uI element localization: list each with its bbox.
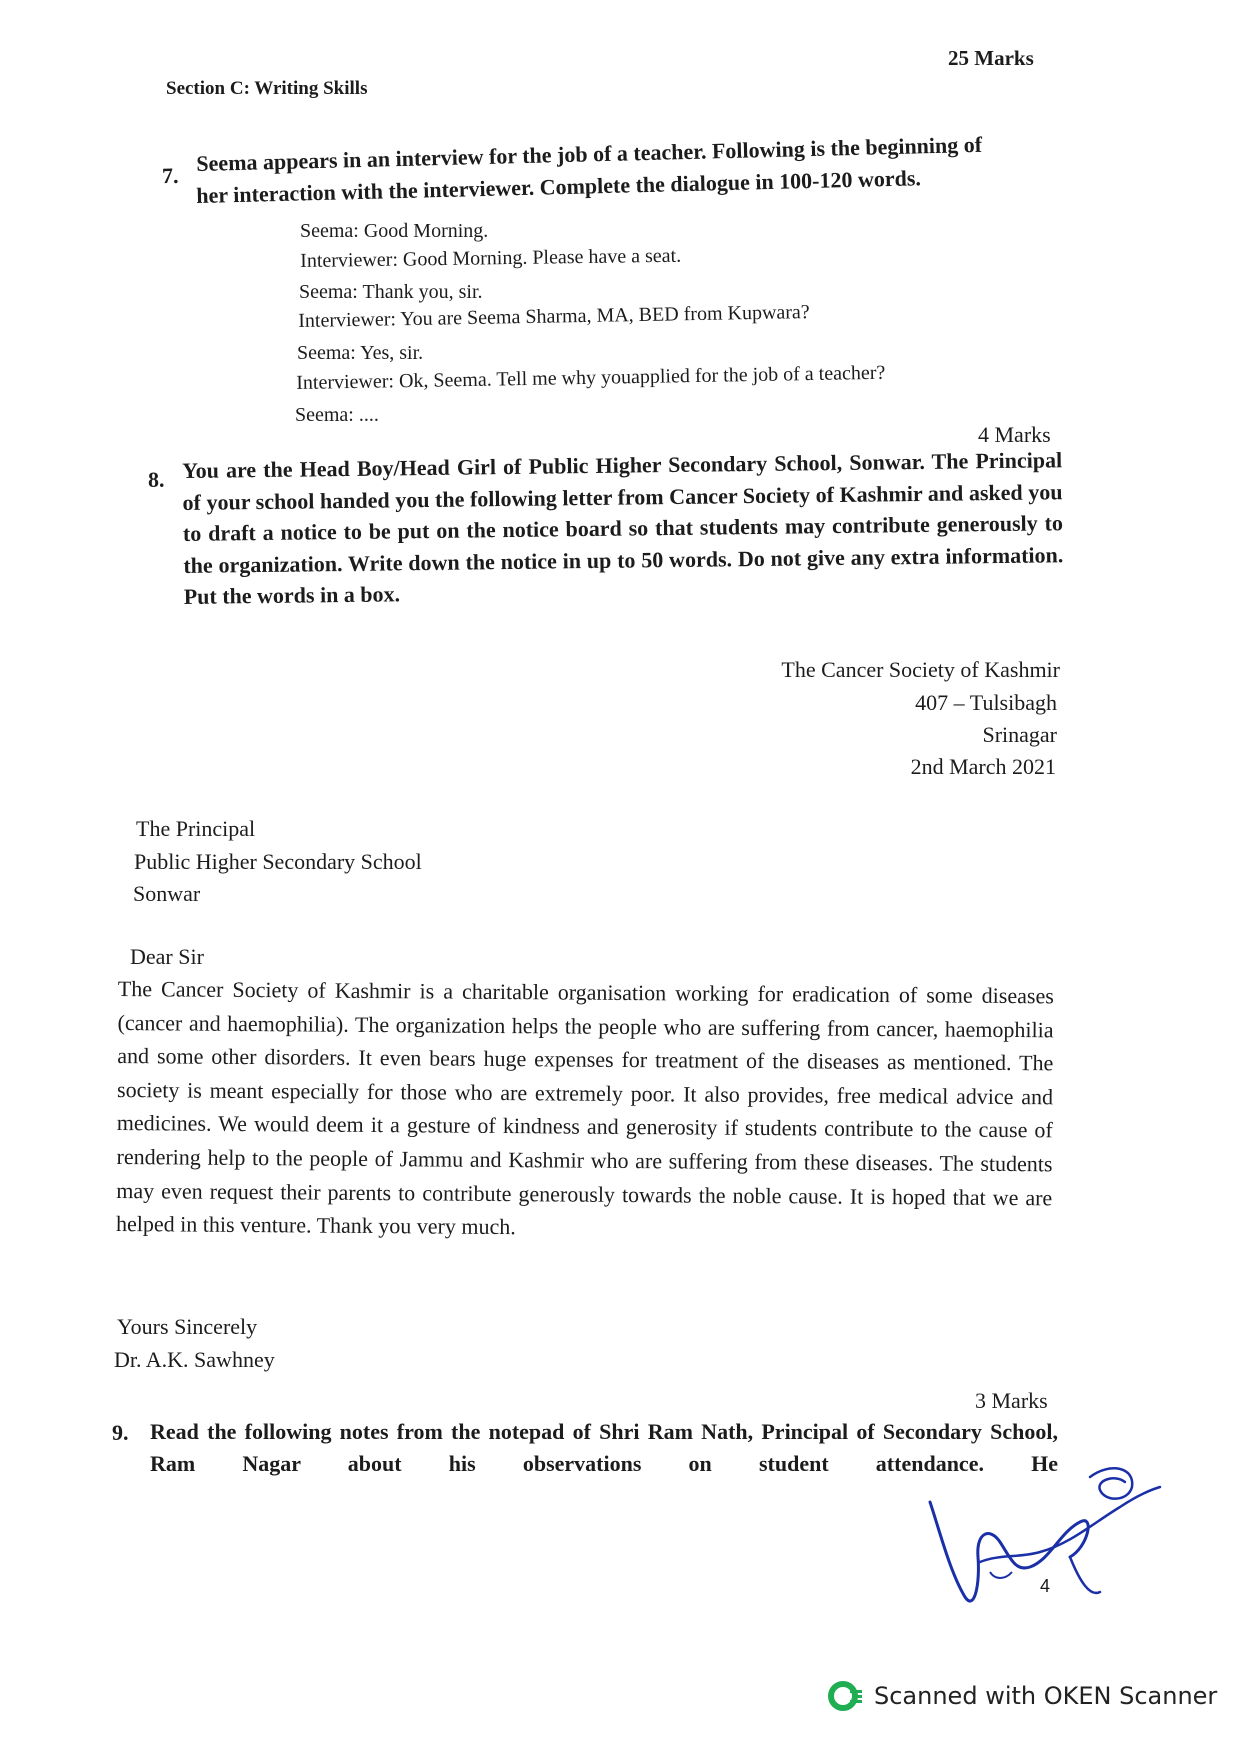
question-8-text: You are the Head Boy/Head Girl of Public Higher Secondary School, Sonwar. The Principal of your school handed you the following letter from Cancer Society of Kashmir and asked you to draft a notice to be put on the notice board so that students may contribute generously to the organization. Write down the notice in up to 50 words. Do not give any extra information. Put the words in a box. [182,447,1064,609]
sender-date: 2nd March 2021 [910,754,1056,779]
sender-line-3: Srinagar [982,722,1057,747]
question-8-marks: 4 Marks [978,422,1051,447]
question-7-line-1: Seema appears in an interview for the job of a teacher. Following is the beginning of [196,131,983,176]
recipient-line-1: The Principal [136,816,256,841]
question-8-number: 8. [148,467,165,492]
question-7-number: 7. [161,162,179,189]
dialogue-line-1: Seema: Good Morning. [300,220,489,242]
sender-line-2: 407 – Tulsibagh [915,690,1057,715]
question-9-number: 9. [112,1420,129,1445]
dialogue-line-3: Seema: Thank you, sir. [299,281,483,303]
scanner-text: Scanned with OKEN Scanner [874,1682,1218,1710]
dialogue-line-6: Interviewer: Ok, Seema. Tell me why youapplied for the job of a teacher? [296,361,886,394]
section-title: Section C: Writing Skills [166,78,368,99]
question-9-text: Read the following notes from the notepad of Shri Ram Nath, Principal of Secondary School, Ram Nagar about his observations on student attendance. He [150,1419,1058,1476]
dialogue-line-5: Seema: Yes, sir. [297,342,424,364]
question-7-line-2: her interaction with the interviewer. Complete the dialogue in 100-120 words. [196,165,922,208]
recipient-line-2: Public Higher Secondary School [134,849,422,874]
page-number: 4 [1040,1576,1051,1596]
dialogue-line-7: Seema: .... [295,404,379,426]
question-9-marks: 3 Marks [975,1388,1048,1413]
salutation: Dear Sir [130,944,204,969]
sender-line-1: The Cancer Society of Kashmir [781,657,1060,682]
total-marks: 25 Marks [948,46,1034,70]
oken-scanner-logo-icon [828,1678,864,1714]
closing: Yours Sincerely [117,1314,258,1339]
recipient-line-3: Sonwar [133,881,201,906]
dialogue-line-2: Interviewer: Good Morning. Please have a seat. [300,244,682,272]
letter-body: The Cancer Society of Kashmir is a charitable organisation working for eradication of some diseases (cancer and haemophilia). The organization helps the people who are suffering from cancer, haemophilia and some other disorders. It even bears huge expenses for treatment of the diseases as mentioned. The society is meant especially for those who are extremely poor. It also provides, free medical advice and medicines. We would deem it a gesture of kindness and generosity if students contribute to the cause of rendering help to the people of Jammu and Kashmir who are suffering from these diseases. The students may even request their parents to contribute generously towards the noble cause. It is hoped that we are helped in this venture. Thank you very much. [115,975,1054,1240]
dialogue-line-4: Interviewer: You are Seema Sharma, MA, BED from Kupwara? [298,301,810,332]
signatory: Dr. A.K. Sawhney [114,1347,275,1372]
scanner-watermark [828,1678,1217,1714]
